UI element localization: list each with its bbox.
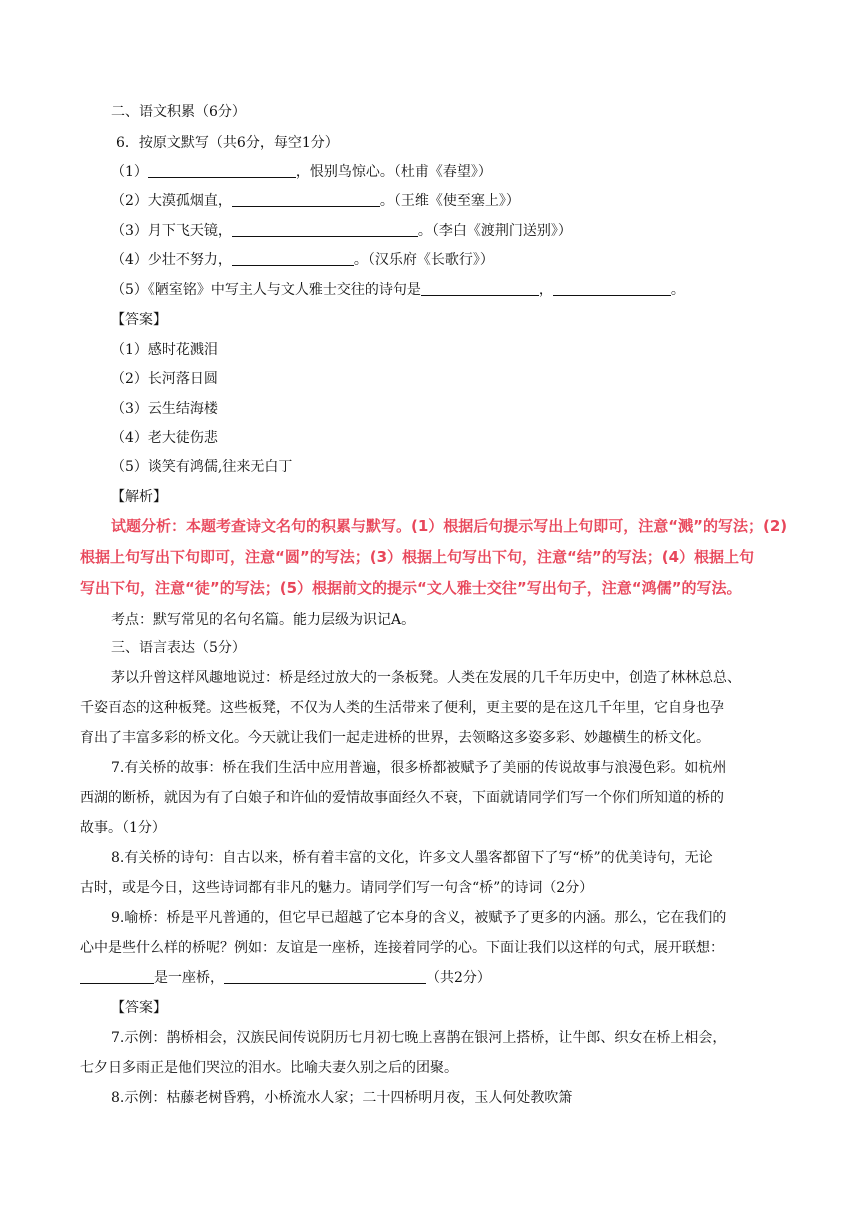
answer-heading: 【答案】	[111, 312, 167, 328]
blank-line[interactable]	[232, 192, 380, 207]
blank-line[interactable]	[232, 222, 418, 237]
blank-line[interactable]	[80, 969, 154, 984]
q6-item-4: （4）少壮不努力， 。（汉乐府《长歌行》）	[111, 252, 494, 268]
intro-line-3: 育出了丰富多彩的桥文化。今天就让我们一起走进桥的世界，去领略这多姿多彩、妙趣横生的桥文化。	[80, 730, 710, 746]
kaodian: 考点：默写常见的名句名篇。能力层级为识记A。	[111, 612, 416, 628]
q9-line-2: 心中是些什么样的桥呢？例如：友谊是一座桥，连接着同学的心。下面让我们以这样的句式，展开联想：	[80, 940, 724, 956]
answer-7-line-2: 七夕日多雨正是他们哭泣的泪水。比喻夫妻久别之后的团聚。	[80, 1060, 458, 1076]
q8-line-2: 古时，或是今日，这些诗词都有非凡的魅力。请同学们写一句含“桥”的诗词（2分）	[80, 880, 594, 896]
q7-line-1: 7.有关桥的故事：桥在我们生活中应用普遍，很多桥都被赋予了美丽的传说故事与浪漫色彩。如杭州	[111, 760, 727, 776]
blank-line[interactable]	[421, 281, 539, 296]
q8-line-1: 8.有关桥的诗句：自古以来，桥有着丰富的文化，许多文人墨客都留下了写“桥”的优美诗句，无论	[111, 850, 713, 866]
answer-2: （2）长河落日圆	[111, 371, 218, 387]
blank-line[interactable]	[224, 969, 426, 984]
section-3-title: 三、语言表达（5分）	[111, 640, 246, 656]
q6-item-1: （1） ，恨别鸟惊心。（杜甫《春望》）	[111, 164, 492, 180]
q6-item-5: （5）《陋室铭》中写主人与文人雅士交往的诗句是 ， 。	[111, 282, 685, 298]
answer-1: （1）感时花溅泪	[111, 342, 218, 358]
section-2-title: 二、语文积累（6分）	[111, 104, 246, 120]
q7-line-2: 西湖的断桥，就因为有了白娘子和许仙的爱情故事面经久不衰，下面就请同学们写一个你们所知道的桥的	[80, 790, 724, 806]
answer-8: 8.示例：枯藤老树昏鸦，小桥流水人家；二十四桥明月夜，玉人何处教吹箫	[111, 1090, 573, 1106]
intro-line-2: 千姿百态的这种板凳。这些板凳，不仅为人类的生活带来了便利，更主要的是在这几千年里，它自身也孕	[80, 700, 724, 716]
answer-5: （5）谈笑有鸿儒,往来无白丁	[111, 459, 293, 475]
q6-item-2: （2）大漠孤烟直， 。（王维《使至塞上》）	[111, 193, 520, 209]
blank-line[interactable]	[148, 163, 296, 178]
q7-line-3: 故事。（1分）	[80, 820, 166, 836]
analysis-line-3: 写出下句，注意“徒”的写法；(5）根据前文的提示“文人雅士交往”写出句子，注意“鸿儒”的写法。	[80, 579, 742, 597]
answer-7-line-1: 7.示例：鹊桥相会，汉族民间传说阴历七月初七晚上喜鹊在银河上搭桥，让牛郎、织女在桥上相会，	[111, 1030, 727, 1046]
q9-line-1: 9.喻桥：桥是平凡普通的，但它早已超越了它本身的含义，被赋予了更多的内涵。那么，它在我们的	[111, 910, 727, 926]
blank-line[interactable]	[553, 281, 671, 296]
answer-heading-2: 【答案】	[111, 1000, 167, 1016]
q9-fill-line: 是一座桥， （共2分）	[80, 968, 491, 988]
question-6-intro: 6．按原文默写（共6分，每空1分）	[116, 135, 339, 151]
q6-item-3: （3）月下飞天镜， 。（李白《渡荆门送别》）	[111, 223, 572, 239]
analysis-line-2: 根据上句写出下句即可，注意“圆”的写法；(3）根据上句写出下句，注意“结”的写法；(4）根据上句	[80, 548, 755, 566]
intro-line-1: 茅以升曾这样风趣地说过：桥是经过放大的一条板凳。人类在发展的几千年历史中，创造了林林总总、	[111, 670, 741, 686]
analysis-heading: 【解析】	[111, 489, 167, 505]
blank-line[interactable]	[232, 251, 354, 266]
answer-4: （4）老大徒伤悲	[111, 430, 218, 446]
answer-3: （3）云生结海楼	[111, 401, 218, 417]
analysis-line-1: 试题分析：本题考查诗文名句的积累与默写。(1）根据后句提示写出上句即可，注意“溅”的写法；(2)	[111, 517, 788, 535]
